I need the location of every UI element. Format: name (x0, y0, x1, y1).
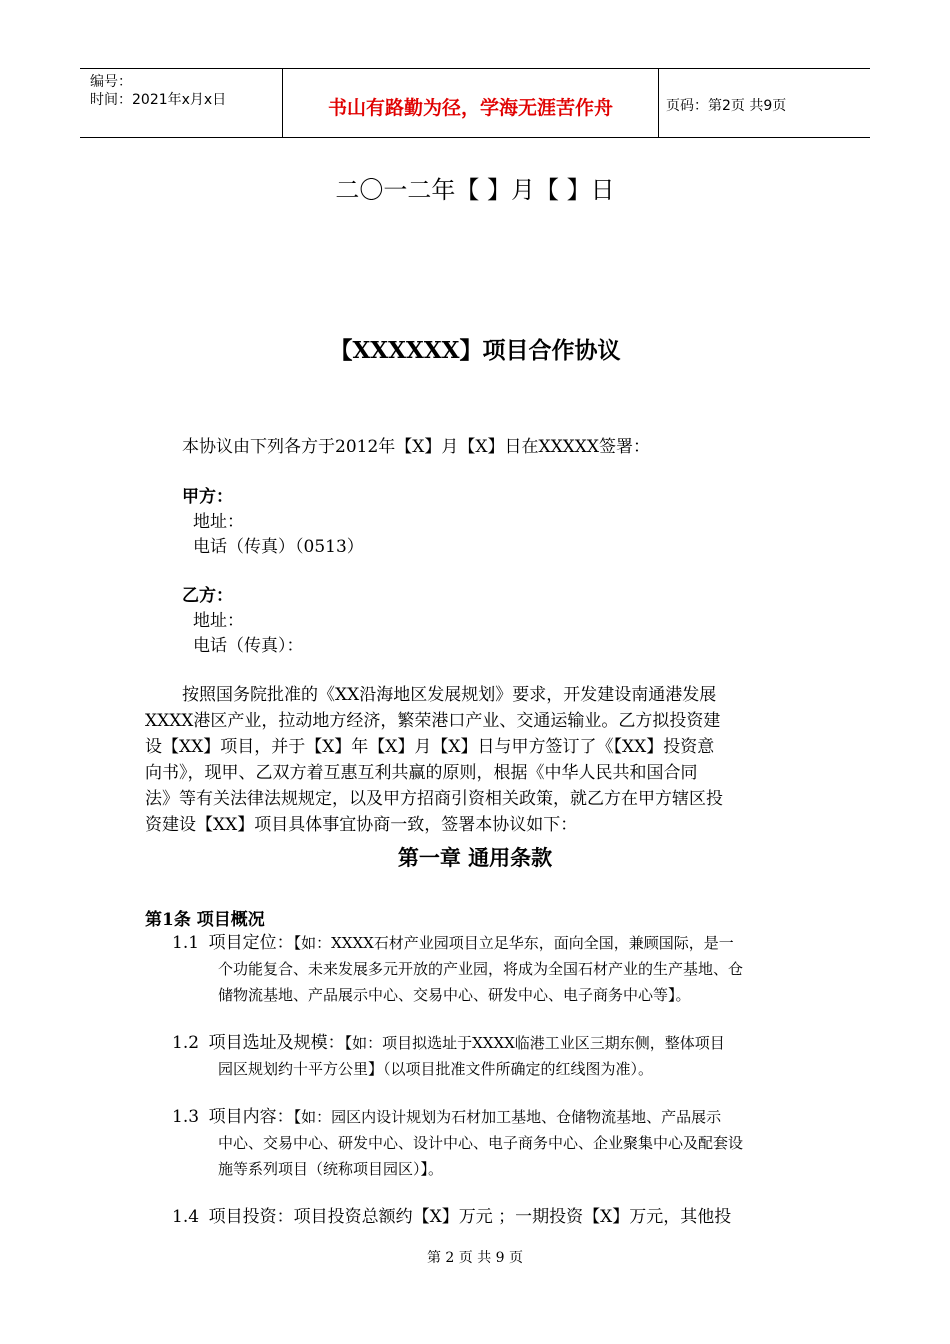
clause-lead: 项目定位： (208, 933, 294, 953)
clause-number: 1.4 (172, 1207, 200, 1227)
clause-line: 中心、交易中心、研发中心、设计中心、电子商务中心、企业聚集中心及配套设 (218, 1134, 744, 1152)
preamble-line: XXXX港区产业，拉动地方经济，繁荣港口产业、交通运输业。乙方拟投资建 (145, 711, 721, 731)
clause-number: 1.1 (172, 933, 200, 953)
clause-line: 项目投资总额约【X】万元 ；一期投资【X】万元，其他投 (293, 1207, 732, 1227)
time-label: 时间：2021年x月x日 (90, 92, 227, 108)
document-header (80, 68, 870, 138)
clause-line: 【如：项目拟选址于XXXX临港工业区三期东侧，整体项目 (344, 1034, 725, 1052)
number-label: 编号： (90, 74, 132, 90)
party-b-phone: 电话（传真）： (193, 636, 304, 656)
clause-1-4 (172, 1204, 812, 1230)
clause-line: 施等系列项目（统称项目园区）】。 (218, 1160, 444, 1178)
clause-lead: 项目投资： (208, 1207, 294, 1227)
date-line: 二〇一二年【 】月【 】日 (335, 176, 615, 204)
party-b-label: 乙方： (182, 586, 233, 606)
clause-line: 【如：园区内设计规划为石材加工基地、仓储物流基地、产品展示 (293, 1108, 722, 1126)
header-left-cell (80, 69, 283, 137)
clause-line: 个功能复合、未来发展多元开放的产业园，将成为全国石材产业的生产基地、仓 (218, 960, 744, 978)
agreement-title: 【XXXXXX】项目合作协议 (329, 337, 621, 364)
party-a-address: 地址： (193, 512, 244, 532)
header-motto-cell (283, 69, 659, 137)
intro-text: 本协议由下列各方于2012年【X】月【X】日在XXXXX签署： (182, 437, 650, 457)
clause-line: 储物流基地、产品展示中心、交易中心、研发中心、电子商务中心等】。 (218, 986, 691, 1004)
party-a-phone: 电话（传真）（0513） (193, 537, 364, 557)
preamble-paragraph (145, 682, 807, 838)
clause-line: 【如：XXXX石材产业园项目立足华东，面向全国，兼顾国际，是一 (293, 934, 734, 952)
clause-number: 1.3 (172, 1107, 200, 1127)
clause-number: 1.2 (172, 1033, 200, 1053)
chapter-heading: 第一章 通用条款 (397, 846, 553, 870)
page-info: 页码：第2页 共9页 (666, 98, 787, 114)
preamble-line: 法》等有关法律法规规定，以及甲方招商引资相关政策，就乙方在甲方辖区投 (145, 789, 723, 809)
clause-lead: 项目内容： (208, 1107, 294, 1127)
clause-line: 园区规划约十平方公里】（以项目批准文件所确定的红线图为准）。 (218, 1060, 654, 1078)
clause-1-3 (172, 1104, 812, 1182)
motto-text: 书山有路勤为径，学海无涯苦作舟 (327, 97, 613, 119)
page-footer: 第 2 页 共 9 页 (426, 1250, 524, 1266)
clause-1-2 (172, 1030, 812, 1082)
party-b-address: 地址： (193, 611, 244, 631)
clause-lead: 项目选址及规模： (208, 1033, 345, 1053)
preamble-line: 按照国务院批准的《XX沿海地区发展规划》要求，开发建设南通港发展 (182, 685, 717, 705)
article-heading: 第1条 项目概况 (145, 910, 265, 930)
preamble-line: 设【XX】项目，并于【X】年【X】月【X】日与甲方签订了《【XX】投资意 (145, 737, 715, 757)
preamble-line: 资建设【XX】项目具体事宜协商一致，签署本协议如下： (145, 815, 578, 835)
clause-1-1 (172, 930, 812, 1008)
preamble-line: 向书》，现甲、乙双方着互惠互利共赢的原则，根据《中华人民共和国合同 (145, 763, 698, 783)
party-a-label: 甲方： (182, 487, 233, 507)
